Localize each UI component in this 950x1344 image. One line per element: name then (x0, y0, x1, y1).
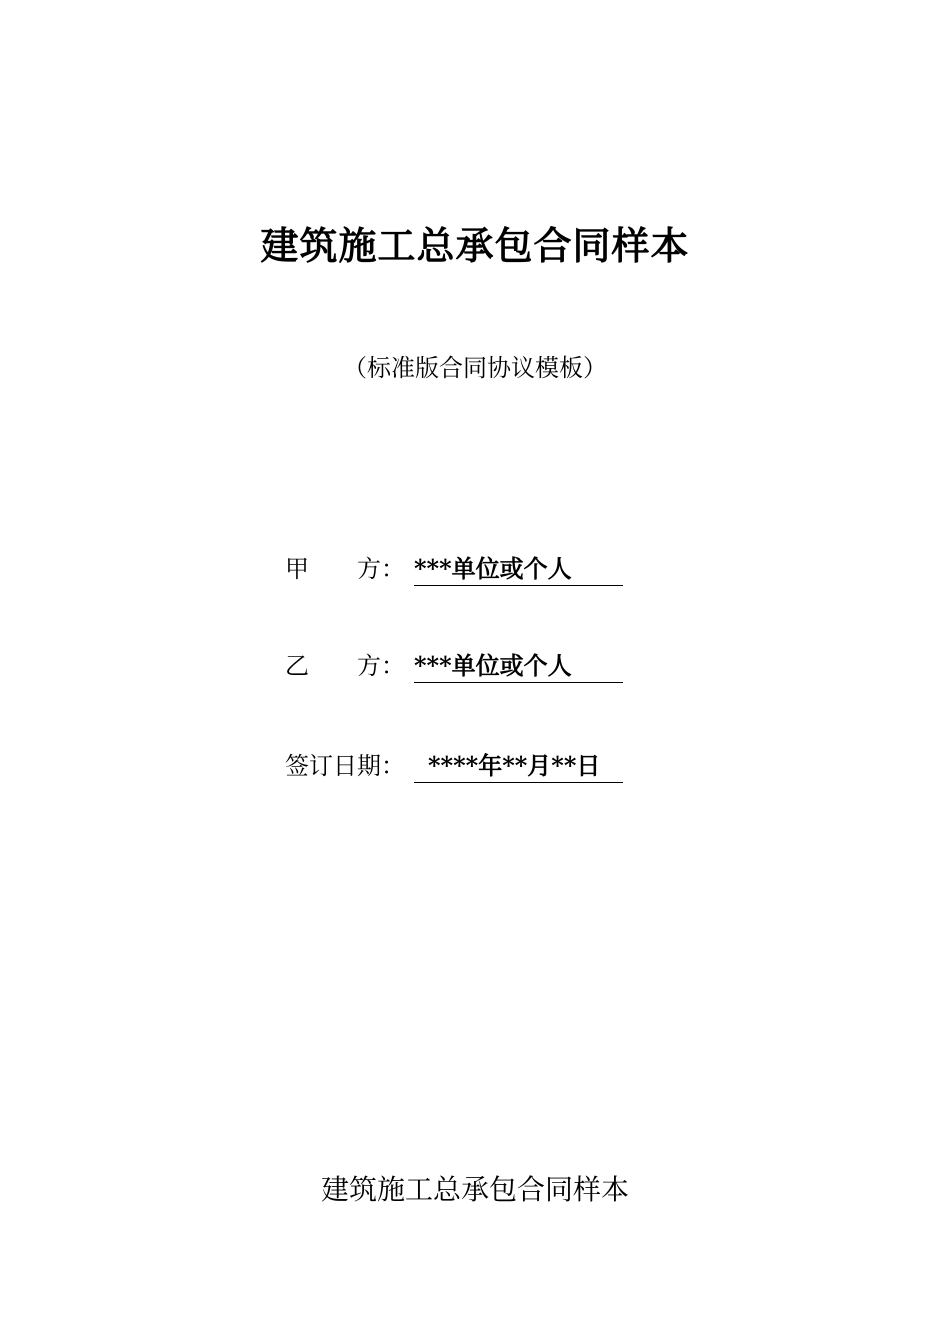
party-b-value: ***单位或个人 (414, 648, 623, 683)
party-a-label-first: 甲 (285, 555, 309, 583)
party-a-label-last: 方： (357, 555, 405, 583)
document-title: 建筑施工总承包合同样本 (260, 223, 690, 268)
sign-date-label: 签订日期： (285, 752, 405, 780)
party-b-label-last: 方： (357, 652, 405, 680)
sign-date-value: ****年**月**日 (414, 748, 623, 783)
party-b-label-first: 乙 (285, 652, 309, 680)
party-b-label (285, 648, 405, 684)
party-a-label (285, 551, 405, 587)
document-subtitle: （标准版合同协议模板） (343, 354, 607, 382)
footer-title: 建筑施工总承包合同样本 (320, 1173, 629, 1206)
party-a-value: ***单位或个人 (414, 551, 623, 586)
